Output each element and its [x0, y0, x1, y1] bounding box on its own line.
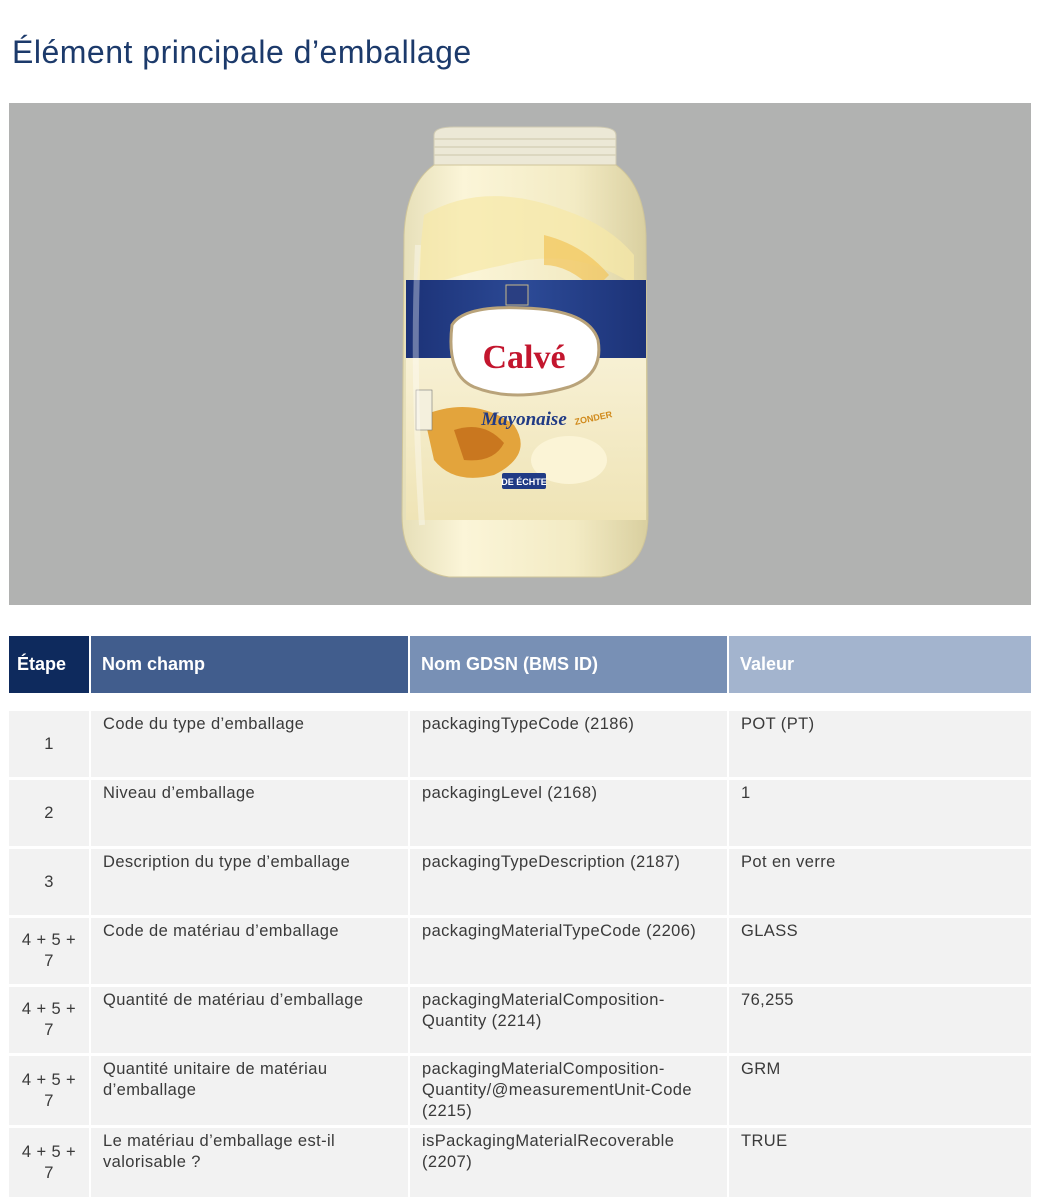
table-row — [9, 987, 1031, 1053]
gdsn-name-cell: packagingLevel (2168) — [410, 780, 727, 846]
step-cell: 4 + 5 + 7 — [9, 1128, 89, 1197]
table-row — [9, 849, 1031, 915]
svg-text:Calvé: Calvé — [482, 339, 566, 376]
table-header-row — [9, 636, 1031, 693]
value-cell: GRM — [729, 1056, 1031, 1125]
header-gdsn-name: Nom GDSN (BMS ID) — [410, 636, 727, 693]
value-cell: 1 — [729, 780, 1031, 846]
product-photo — [9, 103, 1031, 605]
table-row — [9, 918, 1031, 984]
field-name-cell: Quantité unitaire de matériau d’emballage — [91, 1056, 408, 1125]
table-row — [9, 1128, 1031, 1197]
table-row — [9, 711, 1031, 777]
header-value: Valeur — [729, 636, 1031, 693]
svg-text:Mayonaise: Mayonaise — [481, 409, 567, 430]
field-name-cell: Code du type d’emballage — [91, 711, 408, 777]
header-field-name: Nom champ — [91, 636, 408, 693]
field-name-cell: Le matériau d’emballage est-il valorisable ? — [91, 1128, 408, 1197]
value-cell: GLASS — [729, 918, 1031, 984]
step-cell: 4 + 5 + 7 — [9, 987, 89, 1053]
value-cell: Pot en verre — [729, 849, 1031, 915]
value-cell: POT (PT) — [729, 711, 1031, 777]
gdsn-name-cell: packagingTypeCode (2186) — [410, 711, 727, 777]
mayonnaise-jar-image — [394, 125, 656, 585]
header-step: Étape — [9, 636, 89, 693]
field-name-cell: Description du type d’emballage — [91, 849, 408, 915]
step-cell: 1 — [9, 711, 89, 777]
gdsn-name-cell: packagingTypeDescription (2187) — [410, 849, 727, 915]
gdsn-name-cell: packagingMaterialComposition-Quantity/@measurementUnit-Code (2215) — [410, 1056, 727, 1125]
step-cell: 4 + 5 + 7 — [9, 1056, 89, 1125]
gdsn-name-cell: isPackagingMaterialRecoverable (2207) — [410, 1128, 727, 1197]
svg-text:DE ÉCHTE: DE ÉCHTE — [501, 477, 547, 487]
step-cell: 2 — [9, 780, 89, 846]
field-name-cell: Niveau d’emballage — [91, 780, 408, 846]
table-row — [9, 780, 1031, 846]
gdsn-name-cell: packagingMaterialComposition-Quantity (2214) — [410, 987, 727, 1053]
step-cell: 3 — [9, 849, 89, 915]
value-cell: 76,255 — [729, 987, 1031, 1053]
step-cell: 4 + 5 + 7 — [9, 918, 89, 984]
svg-text:ZONDER: ZONDER — [573, 409, 614, 427]
field-name-cell: Quantité de matériau d’emballage — [91, 987, 408, 1053]
field-name-cell: Code de matériau d’emballage — [91, 918, 408, 984]
table-row — [9, 1056, 1031, 1125]
value-cell: TRUE — [729, 1128, 1031, 1197]
gdsn-name-cell: packagingMaterialTypeCode (2206) — [410, 918, 727, 984]
page-title: Élément principale d’emballage — [12, 34, 472, 70]
